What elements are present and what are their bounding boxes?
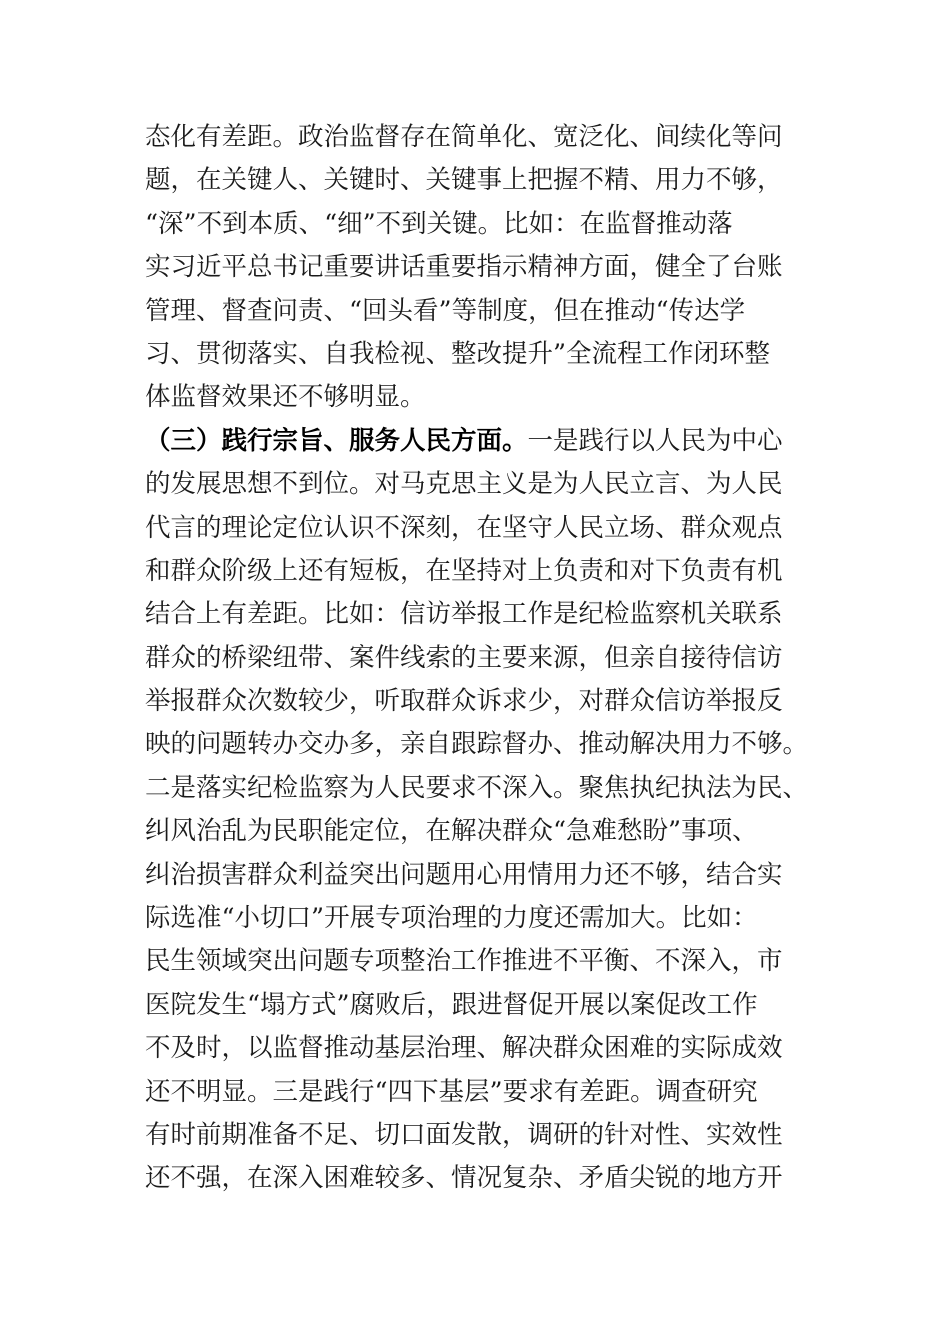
body-line: 举报群众次数较少，听取群众诉求少，对群众信访举报反 [145, 686, 783, 717]
section-heading: （三）践行宗旨、服务人民方面。 [145, 425, 528, 456]
body-line: 不及时，以监督推动基层治理、解决群众困难的实际成效 [145, 1033, 783, 1064]
body-line: 映的问题转办交办多，亲自跟踪督办、推动解决用力不够。 [145, 729, 809, 760]
body-line: 和群众阶级上还有短板，在坚持对上负责和对下负责有机 [145, 555, 783, 586]
body-line: 管理、督查问责、“回头看”等制度，但在推动“传达学 [145, 295, 746, 326]
body-line: 群众的桥梁纽带、案件线索的主要来源，但亲自接待信访 [145, 642, 783, 673]
body-line: “深”不到本质、“细”不到关键。比如：在监督推动落 [145, 208, 733, 239]
body-line: 习、贯彻落实、自我检视、整改提升”全流程工作闭环整 [145, 338, 771, 369]
section-heading-rest: 一是践行以人民为中心 [527, 425, 783, 456]
body-line: 二是落实纪检监察为人民要求不深入。聚焦执纪执法为民、 [145, 772, 809, 803]
body-line: 有时前期准备不足、切口面发散，调研的针对性、实效性 [145, 1119, 783, 1150]
body-line: 题，在关键人、关键时、关键事上把握不精、用力不够， [145, 165, 783, 196]
body-line: 纠治损害群众利益突出问题用心用情用力还不够，结合实 [145, 859, 783, 890]
body-line: 纠风治乱为民职能定位，在解决群众“急难愁盼”事项、 [145, 816, 758, 847]
body-line: 实习近平总书记重要讲话重要指示精神方面，健全了台账 [145, 252, 783, 283]
section-heading-line [145, 420, 825, 463]
body-line: 结合上有差距。比如：信访举报工作是纪检监察机关联系 [145, 599, 783, 630]
body-line: 体监督效果还不够明显。 [145, 382, 426, 413]
body-line: 还不明显。三是践行“四下基层”要求有差距。调查研究 [145, 1076, 758, 1107]
document-body [145, 116, 825, 1201]
body-line: 医院发生“塌方式”腐败后，跟进督促开展以案促改工作 [145, 989, 758, 1020]
body-line: 代言的理论定位认识不深刻，在坚守人民立场、群众观点 [145, 512, 783, 543]
body-line: 际选准“小切口”开展专项治理的力度还需加大。比如： [145, 903, 758, 934]
body-line: 还不强，在深入困难较多、情况复杂、矛盾尖锐的地方开 [145, 1163, 783, 1194]
body-line: 民生领域突出问题专项整治工作推进不平衡、不深入，市 [145, 946, 783, 977]
body-line: 态化有差距。政治监督存在简单化、宽泛化、间续化等问 [145, 122, 783, 152]
body-line: 的发展思想不到位。对马克思主义是为人民立言、为人民 [145, 469, 783, 500]
